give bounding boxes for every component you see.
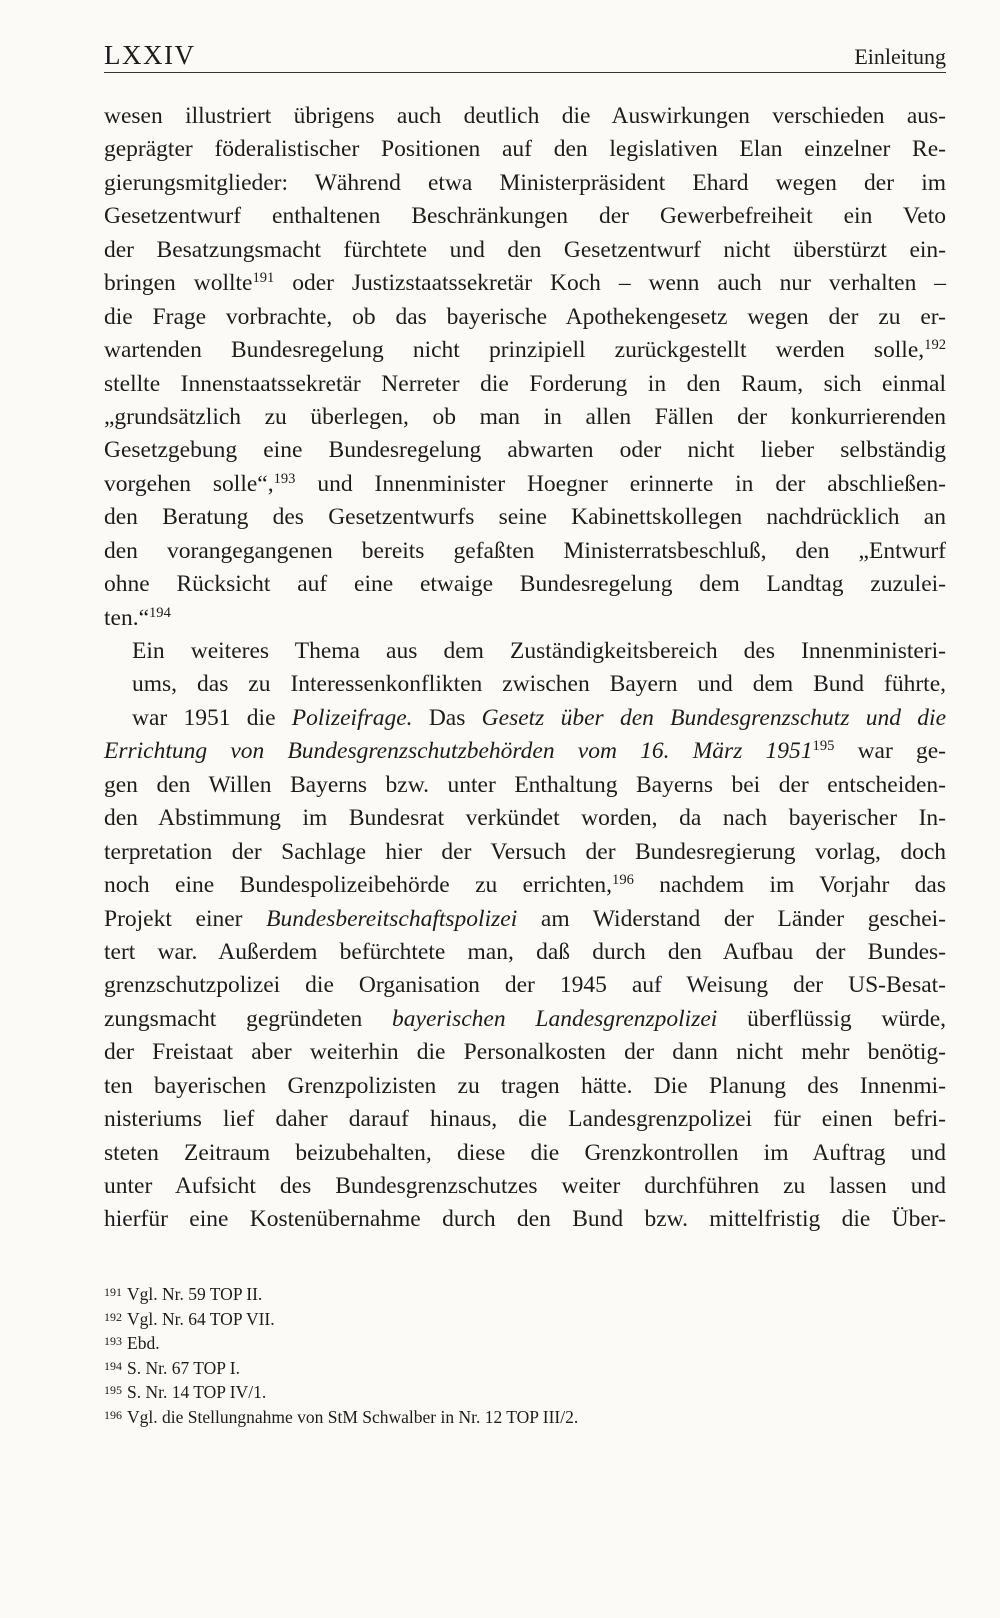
header-rule [104,72,946,73]
text-line [104,969,946,1002]
text-line [104,735,946,768]
text-segment: den Abstimmung im Bundesrat verkündet worden, da nach bayerischer In- [104,805,946,832]
footnote [104,1329,946,1354]
text-line [104,936,946,969]
text-segment: war 1951 die [132,704,292,731]
text-segment: der Freistaat aber weiterhin die Personalkosten der dann nicht mehr benötig- [104,1039,946,1066]
text-line [104,568,946,601]
italic-text: Gesetz über den Bundesgrenzschutz und die [481,704,946,731]
text-line [104,267,946,300]
footnote-reference: 196 [612,872,634,889]
text-segment: den vorangegangenen bereits gefaßten Ministerratsbeschluß, den „Entwurf [104,537,946,564]
text-segment: tert war. Außerdem befürchtete man, daß durch den Aufbau der Bundes- [104,938,946,965]
text-line [104,501,946,534]
text-segment: nachdem im Vorjahr das [633,872,946,899]
text-line [104,702,946,735]
footnotes [104,1280,946,1428]
italic-text: Bundesbereitschaftspolizei [266,905,518,932]
text-line [104,1070,946,1103]
footnote-text: S. Nr. 14 TOP IV/1. [127,1382,267,1403]
text-segment: war ge- [834,738,946,765]
text-segment: Gesetzgebung eine Bundesregelung abwarten oder nicht lieber selbständig [104,437,946,464]
text-segment: den Beratung des Gesetzentwurfs seine Kabinettskollegen nachdrücklich an [104,504,946,531]
text-line [104,869,946,902]
body-text [104,100,946,1237]
footnote-number: 192 [104,1309,122,1324]
text-segment: die Frage vorbrachte, ob das bayerische Apothekengesetz wegen der zu er- [104,303,946,330]
text-line [104,234,946,267]
footnote-number: 194 [104,1358,122,1373]
footnote-number: 195 [104,1383,122,1398]
text-line [104,769,946,802]
text-segment: wartenden Bundesregelung nicht prinzipiell zurückgestellt werden solle, [104,337,925,364]
text-line [104,1170,946,1203]
text-segment: ohne Rücksicht auf eine etwaige Bundesregelung dem Landtag zuzulei- [104,571,946,598]
text-segment: Projekt einer [104,905,267,932]
footnote-text: Ebd. [127,1333,160,1354]
text-segment: hierfür eine Kostenübernahme durch den Bund bzw. mittelfristig die Über- [104,1206,946,1233]
footnote-text: S. Nr. 67 TOP I. [127,1357,240,1378]
text-line [104,836,946,869]
text-segment: am Widerstand der Länder geschei- [517,905,946,932]
text-line [104,368,946,401]
italic-text: Errichtung von Bundesgrenzschutzbehörden vom 16. März 1951 [104,738,813,765]
text-line [104,301,946,334]
footnote-reference: 191 [252,270,275,287]
footnote [104,1280,946,1305]
running-head: Einleitung [854,44,946,69]
footnote-number: 193 [104,1334,122,1349]
text-segment: stellte Innenstaatssekretär Nerreter die Forderung in den Raum, sich einmal [104,370,946,397]
text-segment: nisteriums lief daher darauf hinaus, die Landesgrenzpolizei für einen befri- [104,1106,946,1133]
italic-text: bayerischen Landesgrenzpolizei [392,1005,718,1032]
footnote [104,1403,946,1428]
footnote-text: Vgl. Nr. 64 TOP VII. [127,1308,275,1329]
footnote [104,1305,946,1330]
text-line [104,1203,946,1236]
text-line [104,468,946,501]
text-segment: vorgehen solle“, [104,470,274,497]
footnote-text: Vgl. Nr. 59 TOP II. [127,1284,263,1304]
text-segment: terpretation der Sachlage hier der Versuch der Bundesregierung vorlag, doch [104,838,946,865]
text-line [104,334,946,367]
text-segment: zungsmacht gegründeten [104,1005,393,1032]
text-segment: überflüssig würde, [717,1005,947,1032]
text-segment: „grundsätzlich zu überlegen, ob man in allen Fällen der konkurrierenden [104,403,946,430]
text-line [104,1103,946,1136]
text-segment: wesen illustriert übrigens auch deutlich die Auswirkungen verschieden aus- [104,103,946,129]
text-segment: unter Aufsicht des Bundesgrenzschutzes weiter durchführen zu lassen und [104,1173,946,1199]
text-segment: gierungsmitglieder: Während etwa Ministerpräsident Ehard wegen der im [104,169,946,196]
page-header [104,38,946,74]
text-line [104,401,946,434]
text-segment: grenzschutzpolizei die Organisation der 1945 auf Weisung der US-Besat- [104,972,946,999]
text-segment: geprägter föderalistischer Positionen auf den legislativen Elan einzelner Re- [104,136,946,163]
text-line [104,1137,946,1170]
text-segment: ten bayerischen Grenzpolizisten zu tragen hätte. Die Planung des Innenmi- [104,1072,946,1099]
text-segment: und Innenminister Hoegner erinnerte in der abschließen- [295,470,947,497]
page-number: LXXIV [104,40,196,70]
footnote [104,1354,946,1379]
text-segment: gen den Willen Bayerns bzw. unter Enthaltung Bayerns bei der entscheiden- [104,771,946,798]
text-segment: Ein weiteres Thema aus dem Zuständigkeitsbereich des Innenministeri- [132,638,946,664]
text-line [104,668,946,701]
footnote-reference: 193 [273,470,296,487]
footnote-reference: 195 [812,738,835,755]
text-segment: ten.“ [104,604,150,631]
text-line [104,635,946,668]
text-segment: steten Zeitraum beizubehalten, diese die Grenzkontrollen im Auftrag und [104,1139,946,1166]
text-line [104,802,946,835]
text-line [104,100,946,133]
text-line [104,535,946,568]
footnote-reference: 192 [924,337,946,354]
text-segment: der Besatzungsmacht fürchtete und den Gesetzentwurf nicht überstürzt ein- [104,236,946,263]
text-line [104,200,946,233]
text-segment: Das [412,704,482,731]
text-line [104,1036,946,1069]
text-line [104,434,946,467]
text-segment: bringen wollte [104,270,253,297]
text-line [104,133,946,166]
footnote [104,1378,946,1403]
text-segment: Gesetzentwurf enthaltenen Beschränkungen der Gewerbefreiheit ein Veto [104,203,946,230]
text-line [104,1003,946,1036]
footnote-text: Vgl. die Stellungnahme von StM Schwalber in Nr. 12 TOP III/2. [127,1406,579,1427]
text-segment: noch eine Bundespolizeibehörde zu errichten, [104,872,613,899]
footnote-number: 196 [104,1407,122,1422]
text-line [104,602,946,635]
text-segment: oder Justizstaatssekretär Koch – wenn auch nur verhalten – [274,270,946,297]
text-line [104,903,946,936]
text-segment: ums, das zu Interessenkonflikten zwischen Bayern und dem Bund führte, [132,671,946,698]
footnote-reference: 194 [149,604,171,621]
footnote-number: 191 [104,1285,122,1299]
italic-text: Polizeifrage. [291,704,413,731]
text-line [104,167,946,200]
